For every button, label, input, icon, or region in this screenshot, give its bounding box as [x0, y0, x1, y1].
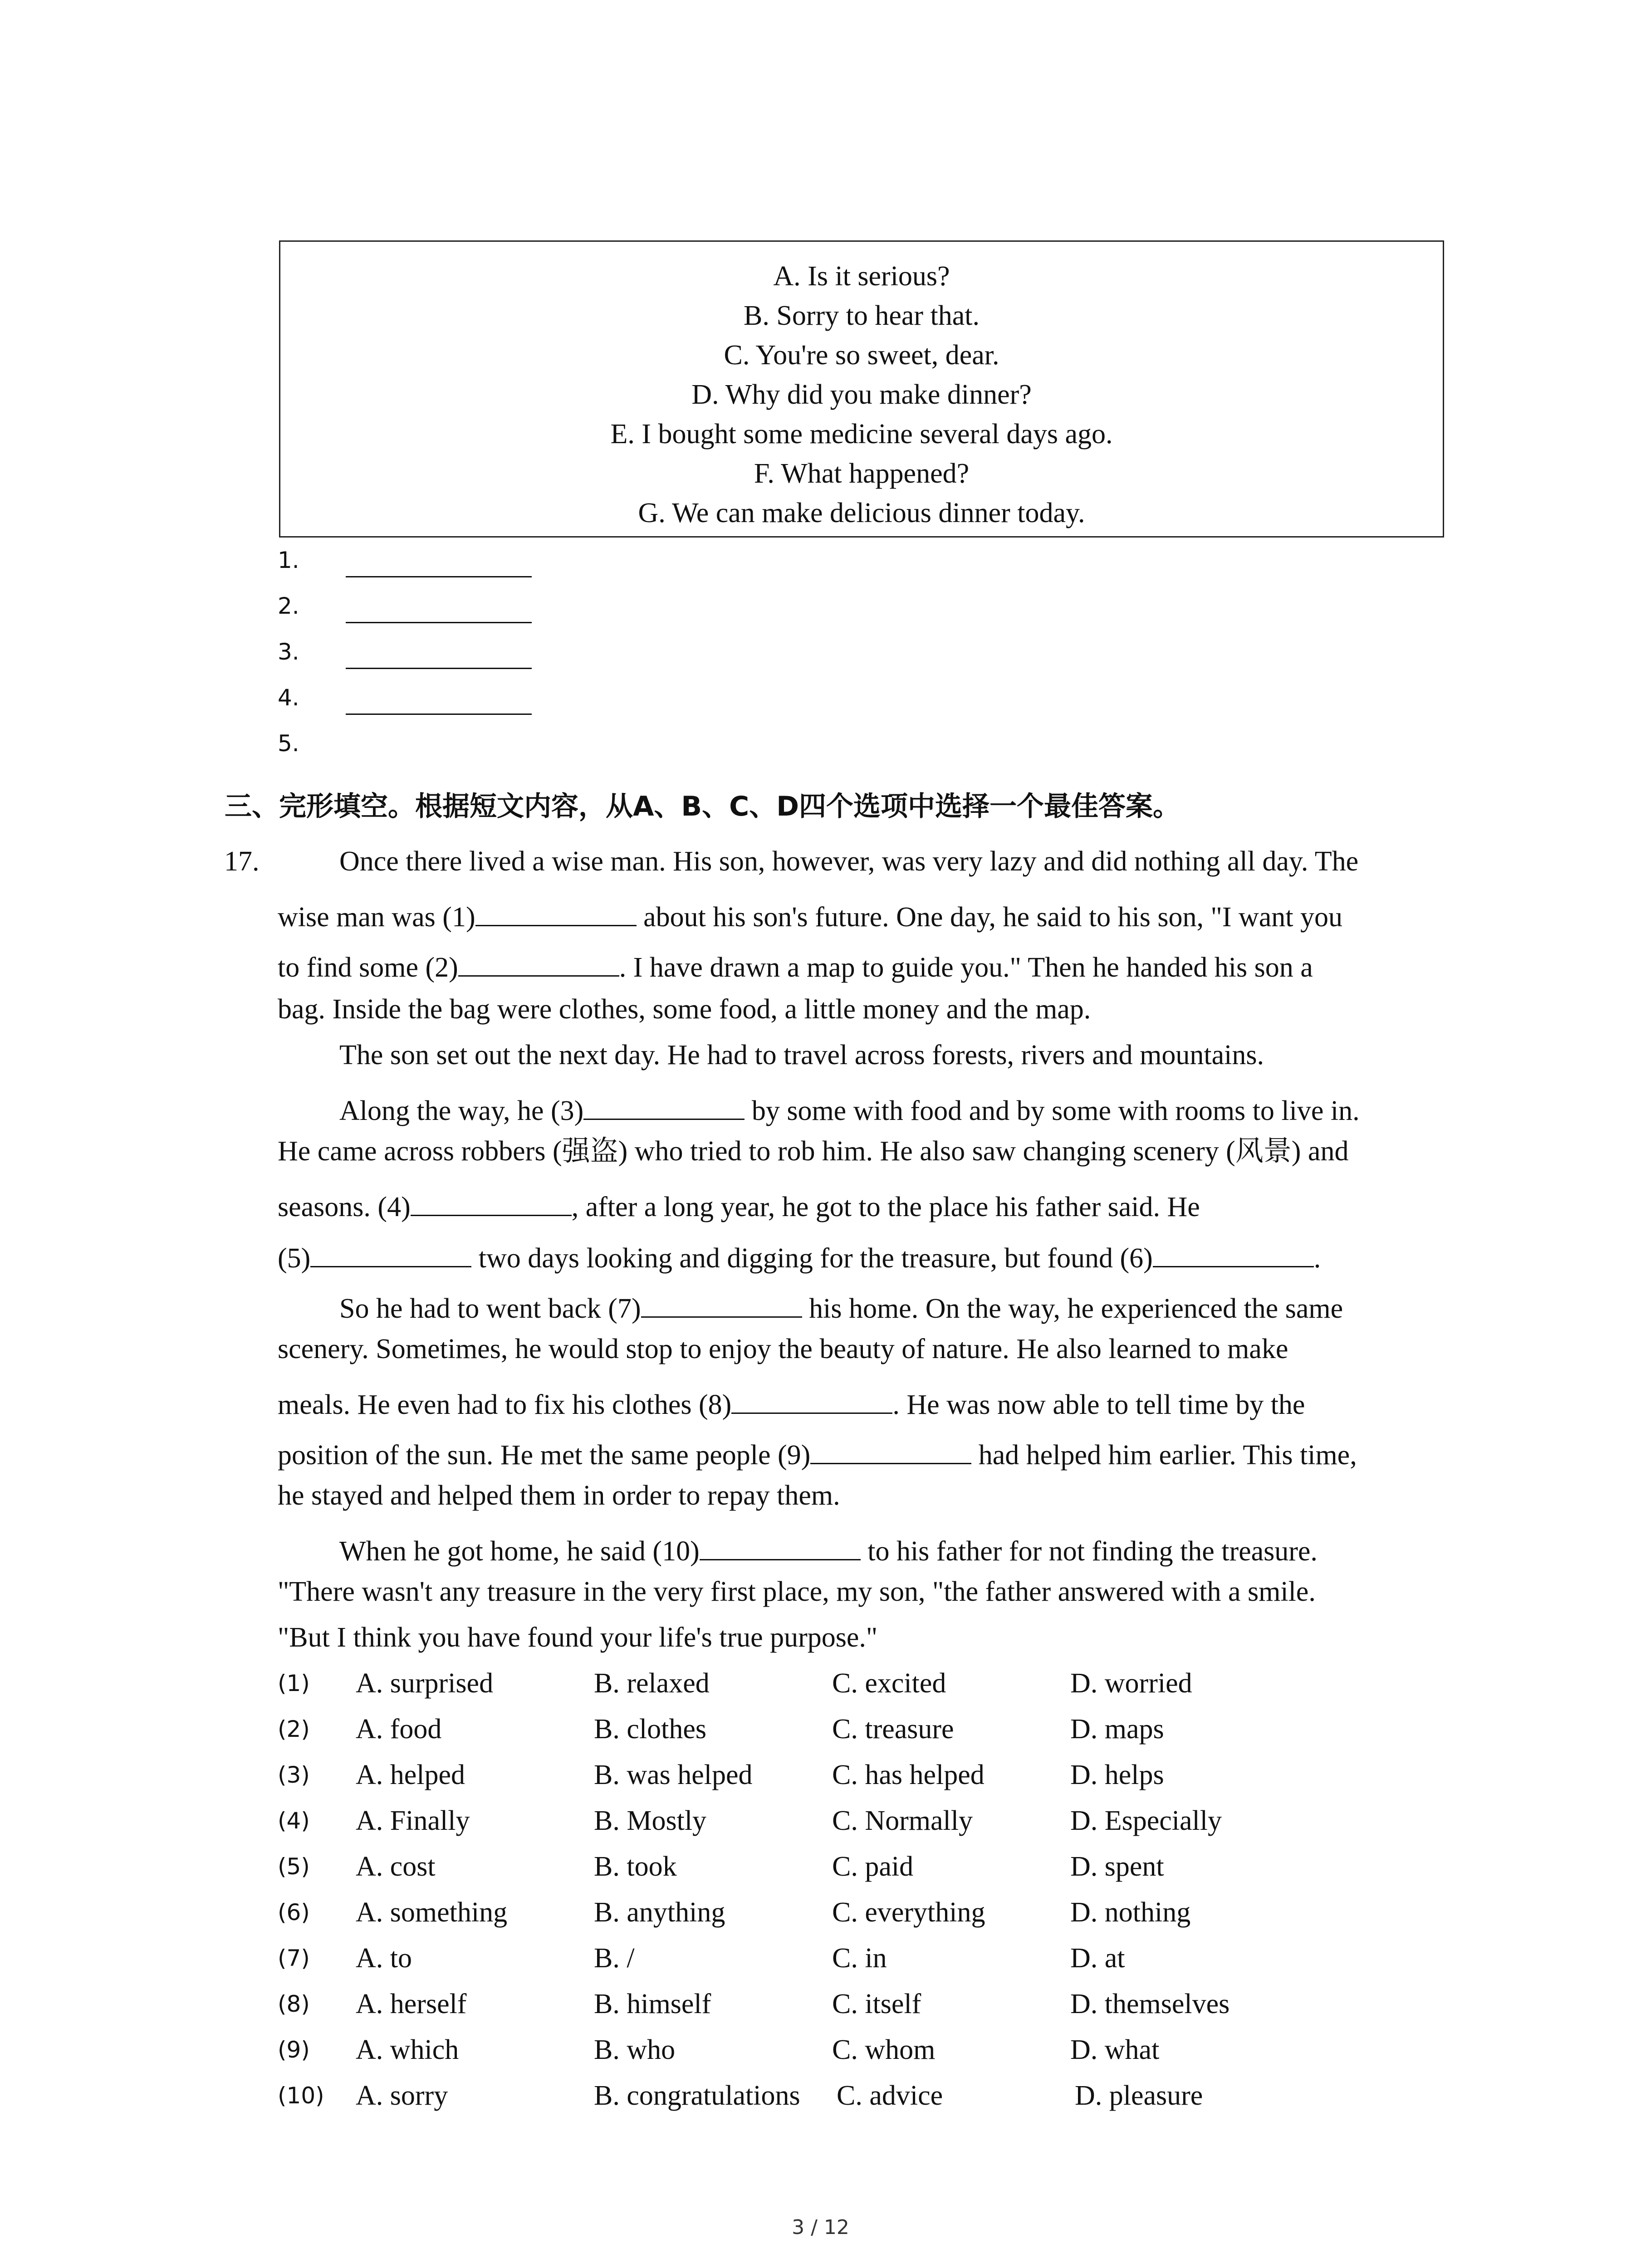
passage-text: "But I think you have found your life's true purpose." — [278, 1622, 878, 1653]
cloze-blank-9[interactable] — [810, 1436, 971, 1464]
choice-row — [278, 2082, 1276, 2118]
passage-text: wise man was (1) — [278, 902, 475, 933]
choice-number: (6) — [278, 1899, 310, 1926]
choice-option-c[interactable]: C. has helped — [832, 1760, 985, 1790]
passage-text: had helped him earlier. This time, — [971, 1440, 1357, 1471]
passage-text: his home. On the way, he experienced the same — [802, 1293, 1343, 1324]
passage-text: two days looking and digging for the treasure, but found (6) — [471, 1243, 1153, 1274]
answer-number: 4. — [278, 684, 299, 711]
cloze-blank-8[interactable] — [731, 1385, 892, 1414]
passage-line — [278, 995, 1091, 1023]
passage-text: The son set out the next day. He had to travel across forests, rivers and mountains. — [339, 1040, 1264, 1070]
passage-text: he stayed and helped them in order to repay them. — [278, 1480, 840, 1511]
choice-option-a[interactable]: A. Finally — [356, 1805, 470, 1836]
cloze-blank-6[interactable] — [1153, 1239, 1314, 1267]
choice-number: (5) — [278, 1853, 310, 1880]
passage-text: bag. Inside the bag were clothes, some food, a little money and the map. — [278, 994, 1091, 1025]
choice-option-a[interactable]: A. helped — [356, 1760, 465, 1790]
choice-option-c[interactable]: C. in — [832, 1943, 887, 1974]
answer-number: 1. — [278, 547, 299, 573]
passage-line — [278, 1137, 1348, 1165]
passage-line — [278, 1385, 1305, 1419]
passage-text: When he got home, he said (10) — [339, 1536, 700, 1567]
choice-option-c[interactable]: C. whom — [832, 2034, 936, 2065]
page-number: 3 / 12 — [792, 2216, 849, 2239]
passage-text: "There wasn't any treasure in the very first place, my son, "the father answered with a smile. — [278, 1576, 1316, 1607]
choice-option-a[interactable]: A. cost — [356, 1851, 436, 1882]
choice-option-b[interactable]: B. took — [594, 1851, 677, 1882]
choice-option-c[interactable]: C. treasure — [832, 1714, 954, 1745]
passage-text: position of the sun. He met the same people (9) — [278, 1440, 811, 1471]
choice-option-b[interactable]: B. / — [594, 1943, 635, 1974]
passage-text: by some with food and by some with rooms to live in. — [745, 1095, 1360, 1126]
section-heading: 三、完形填空。根据短文内容，从A、B、C、D四个选项中选择一个最佳答案。 — [225, 791, 1181, 822]
cloze-blank-1[interactable] — [475, 898, 637, 926]
passage-text: (5) — [278, 1243, 311, 1274]
choice-option-b[interactable]: B. clothes — [594, 1714, 706, 1745]
choice-option-c[interactable]: C. excited — [832, 1668, 946, 1699]
passage-line — [278, 1623, 877, 1652]
choice-option-b[interactable]: B. relaxed — [594, 1668, 710, 1699]
option-line: G. We can make delicious dinner today. — [638, 498, 1085, 528]
choice-option-d[interactable]: D. helps — [1070, 1760, 1164, 1790]
choice-row — [278, 1853, 1276, 1889]
choice-option-b[interactable]: B. anything — [594, 1897, 725, 1928]
answer-line[interactable] — [346, 714, 532, 715]
choice-number: (7) — [278, 1945, 310, 1971]
dialogue-option-box — [279, 240, 1444, 538]
passage-text: to his father for not finding the treasure. — [860, 1536, 1318, 1567]
answer-line[interactable] — [346, 622, 532, 623]
option-line: A. Is it serious? — [773, 261, 950, 292]
cloze-blank-5[interactable] — [310, 1239, 471, 1267]
passage-line — [339, 1091, 1360, 1125]
choice-number: (9) — [278, 2037, 310, 2063]
choice-option-a[interactable]: A. sorry — [356, 2080, 448, 2111]
passage-text: meals. He even had to fix his clothes (8) — [278, 1389, 732, 1420]
answer-line[interactable] — [346, 576, 532, 577]
choice-option-c[interactable]: C. paid — [832, 1851, 914, 1882]
choice-option-d[interactable]: D. nothing — [1070, 1897, 1191, 1928]
option-line: F. What happened? — [754, 458, 970, 489]
choice-row — [278, 1944, 1276, 1980]
passage-line — [278, 898, 1342, 931]
choice-option-b[interactable]: B. himself — [594, 1989, 711, 2019]
choice-option-d[interactable]: D. pleasure — [1075, 2080, 1203, 2111]
passage-text: Along the way, he (3) — [339, 1095, 584, 1126]
passage-line — [278, 1239, 1321, 1272]
passage-line — [339, 1289, 1343, 1323]
choice-row — [278, 1807, 1276, 1843]
choice-option-a[interactable]: A. herself — [356, 1989, 467, 2019]
choice-option-a[interactable]: A. to — [356, 1943, 412, 1974]
passage-text: about his son's future. One day, he said to his son, "I want you — [636, 902, 1343, 933]
passage-line — [278, 1481, 840, 1510]
passage-line — [278, 1578, 1316, 1606]
choice-option-d[interactable]: D. maps — [1070, 1714, 1164, 1745]
passage-line — [278, 1335, 1288, 1363]
choice-option-d[interactable]: D. spent — [1070, 1851, 1164, 1882]
choice-option-b[interactable]: B. was helped — [594, 1760, 753, 1790]
cloze-blank-2[interactable] — [458, 948, 619, 977]
passage-line — [278, 948, 1313, 982]
question-number: 17. — [224, 846, 260, 877]
choice-row — [278, 2036, 1276, 2072]
choice-number: (8) — [278, 1991, 310, 2017]
passage-text: He came across robbers (强盗) who tried to rob him. He also saw changing scenery (风景) and — [278, 1136, 1349, 1167]
choice-option-d[interactable]: D. at — [1070, 1943, 1125, 1974]
choice-option-d[interactable]: D. what — [1070, 2034, 1160, 2065]
choice-row — [278, 1761, 1276, 1797]
choice-option-d[interactable]: D. themselves — [1070, 1989, 1230, 2019]
passage-text: . — [1313, 1243, 1321, 1274]
cloze-blank-10[interactable] — [700, 1532, 861, 1560]
choice-option-d[interactable]: D. Especially — [1070, 1805, 1222, 1836]
choice-row — [278, 1990, 1276, 2026]
passage-text: . He was now able to tell time by the — [892, 1389, 1305, 1420]
passage-line — [339, 1041, 1264, 1069]
passage-text: to find some (2) — [278, 952, 458, 983]
choice-option-a[interactable]: A. something — [356, 1897, 508, 1928]
choice-option-b[interactable]: B. Mostly — [594, 1805, 707, 1836]
choice-row — [278, 1898, 1276, 1935]
choice-option-a[interactable]: A. surprised — [356, 1668, 494, 1699]
answer-number: 2. — [278, 593, 299, 619]
passage-text: scenery. Sometimes, he would stop to enjoy the beauty of nature. He also learned to make — [278, 1334, 1288, 1364]
passage-line — [278, 1188, 1200, 1221]
choice-number: (4) — [278, 1808, 310, 1834]
choice-option-c[interactable]: C. Normally — [832, 1805, 973, 1836]
passage-line — [339, 847, 1358, 875]
passage-text: . I have drawn a map to guide you." Then he handed his son a — [619, 952, 1313, 983]
cloze-blank-7[interactable] — [641, 1289, 802, 1318]
choice-number: (3) — [278, 1762, 310, 1788]
choice-option-b[interactable]: B. congratulations — [594, 2080, 800, 2111]
answer-number: 3. — [278, 639, 299, 665]
choice-row — [278, 1715, 1276, 1751]
passage-text: Once there lived a wise man. His son, however, was very lazy and did nothing all day. The — [339, 846, 1359, 877]
passage-line — [339, 1532, 1318, 1565]
choice-option-a[interactable]: A. which — [356, 2034, 459, 2065]
choice-option-c[interactable]: C. itself — [832, 1989, 921, 2019]
option-line: C. You're so sweet, dear. — [724, 340, 999, 371]
answer-number: 5. — [278, 730, 299, 757]
choice-number: (10) — [278, 2082, 324, 2109]
passage-text: So he had to went back (7) — [339, 1293, 641, 1324]
choice-option-a[interactable]: A. food — [356, 1714, 442, 1745]
cloze-blank-3[interactable] — [583, 1091, 745, 1120]
passage-text: seasons. (4) — [278, 1192, 411, 1222]
option-line: D. Why did you make dinner? — [691, 379, 1032, 410]
choice-option-d[interactable]: D. worried — [1070, 1668, 1192, 1699]
choice-option-c[interactable]: C. advice — [837, 2080, 943, 2111]
answer-line[interactable] — [346, 668, 532, 669]
choice-number: (2) — [278, 1716, 310, 1742]
choice-option-b[interactable]: B. who — [594, 2034, 676, 2065]
cloze-blank-4[interactable] — [411, 1188, 572, 1216]
passage-text: , after a long year, he got to the place his father said. He — [571, 1192, 1200, 1222]
option-line: B. Sorry to hear that. — [743, 300, 980, 331]
option-line: E. I bought some medicine several days ago. — [610, 419, 1113, 450]
choice-row — [278, 1669, 1276, 1706]
passage-line — [278, 1436, 1357, 1469]
choice-option-c[interactable]: C. everything — [832, 1897, 985, 1928]
choice-number: (1) — [278, 1670, 310, 1696]
